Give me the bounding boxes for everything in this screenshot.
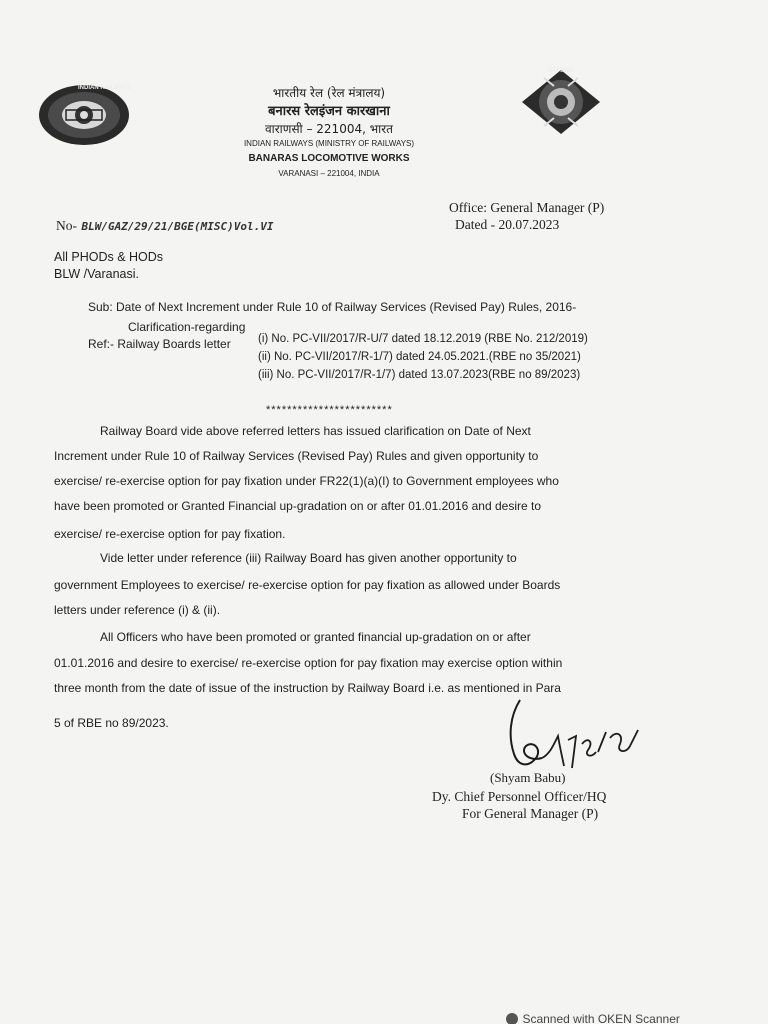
- addressee-line2: BLW /Varanasi.: [54, 267, 139, 281]
- header-english-line2: BANARAS LOCOMOTIVE WORKS: [248, 153, 410, 164]
- reference-handwritten: BLW/GAZ/29/21/BGE(MISC)Vol.VI: [81, 220, 274, 233]
- dated-label: Dated - 20.07.2023: [455, 217, 560, 232]
- ref-label: Ref:- Railway Boards letter: [88, 337, 231, 351]
- addressee-line1: All PHODs & HODs: [54, 250, 164, 264]
- office-label: Office: General Manager (P): [449, 200, 605, 215]
- iso-logo-text: ISO 9001: [548, 68, 574, 74]
- header-hindi-line2: बनारस रेलइंजन कारखाना: [268, 104, 390, 119]
- ref-item-3: (iii) No. PC-VII/2017/R-1/7) dated 13.07.2023(RBE no 89/2023): [258, 369, 581, 381]
- ref-item-1: (i) No. PC-VII/2017/R-U/7 dated 18.12.2019 (RBE No. 212/2019): [258, 333, 588, 345]
- paragraph3-line3: three month from the date of issue of the instruction by Railway Board i.e. as mentioned in Para: [54, 681, 561, 695]
- reference-number: [56, 217, 274, 235]
- header-hindi-line1: भारतीय रेल (रेल मंत्रालय): [272, 86, 386, 100]
- logo-arc-text: INDIAN RAILWAYS: [78, 85, 132, 91]
- signatory-name: (Shyam Babu): [490, 770, 566, 785]
- paragraph3-line1: All Officers who have been promoted or granted financial up-gradation on or after: [100, 630, 531, 644]
- paragraph2-line1: Vide letter under reference (iii) Railway Board has given another opportunity to: [100, 551, 517, 565]
- paragraph3-line2: 01.01.2016 and desire to exercise/ re-exercise option for pay fixation may exercise option within: [54, 656, 563, 670]
- paragraph2-line3: letters under reference (i) & (ii).: [54, 603, 221, 617]
- iso-certification-logo: [514, 66, 608, 138]
- indian-railways-logo: [38, 84, 130, 146]
- paragraph3-line4: 5 of RBE no 89/2023.: [54, 716, 169, 730]
- scanner-text: Scanned with OKEN Scanner: [522, 1011, 680, 1024]
- scanner-icon: [506, 1013, 518, 1024]
- scanner-watermark: [506, 1010, 680, 1024]
- subject-line2: Clarification-regarding: [128, 320, 246, 334]
- subject-line1: Sub: Date of Next Increment under Rule 10 of Railway Services (Revised Pay) Rules, 2016-: [88, 300, 577, 314]
- separator-stars: ************************: [266, 404, 393, 416]
- paragraph1-line2: Increment under Rule 10 of Railway Services (Revised Pay) Rules and given opportunity to: [54, 449, 539, 463]
- ref-item-2: (ii) No. PC-VII/2017/R-1/7) dated 24.05.2021.(RBE no 35/2021): [258, 351, 581, 363]
- signatory-for-line: For General Manager (P): [462, 806, 599, 821]
- reference-prefix: No-: [56, 218, 77, 233]
- paragraph2-line2: government Employees to exercise/ re-exercise option for pay fixation as allowed under Boards: [54, 578, 561, 592]
- header-english-line3: VARANASI – 221004, INDIA: [278, 169, 380, 178]
- paragraph1-line1: Railway Board vide above referred letters has issued clarification on Date of Next: [100, 424, 531, 438]
- header-hindi-line3: वाराणसी – 221004, भारत: [264, 122, 394, 136]
- header-english-line1: INDIAN RAILWAYS (MINISTRY OF RAILWAYS): [243, 139, 415, 148]
- signatory-designation: Dy. Chief Personnel Officer/HQ: [432, 789, 607, 804]
- handwritten-signature: [498, 696, 648, 776]
- paragraph1-line5: exercise/ re-exercise option for pay fixation.: [54, 527, 286, 541]
- paragraph1-line3: exercise/ re-exercise option for pay fixation under FR22(1)(a)(I) to Government employees who: [54, 474, 559, 488]
- paragraph1-line4: have been promoted or Granted Financial up-gradation on or after 01.01.2016 and desire to: [54, 499, 541, 513]
